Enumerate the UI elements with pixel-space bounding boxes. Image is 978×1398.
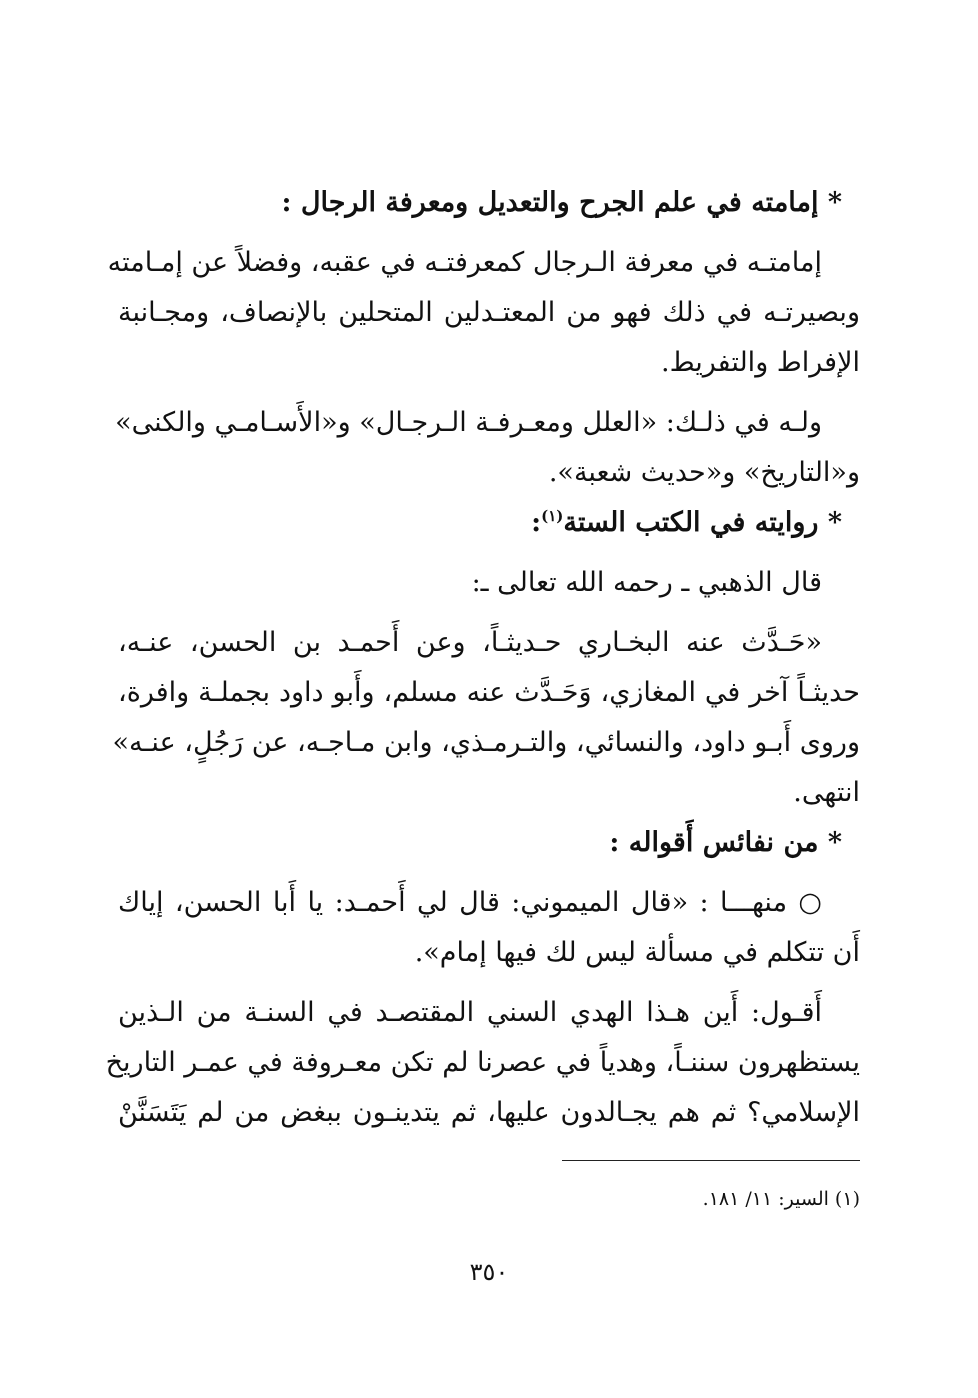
quote-line: وروى أَبـو داود، والنسائي، والتـرمـذي، وابن مـاجـه، عن رَجُلٍ، عنـه» xyxy=(112,727,860,758)
footnote: (١) السير: ١١/ ١٨١. xyxy=(702,1188,860,1210)
page-number: ٣٥٠ xyxy=(469,1258,509,1286)
section-heading-sayings: * من نفائس أَقواله : xyxy=(609,827,842,858)
heading-text: * روايته في الكتب الستة xyxy=(563,507,842,538)
quote-line: انتهى. xyxy=(793,777,860,808)
paragraph-line: ولـه في ذلـك: «العلل ومعـرفـة الـرجـال» و«الأَسـامـي والكنى» xyxy=(115,407,822,438)
paragraph-line: إمامتـه في معرفة الـرجال كمعرفتـه في عقبه، وفضلاً عن إمـامته xyxy=(107,247,822,278)
main-text xyxy=(105,178,860,1138)
quote-line: «حَـدَّث عنه البخـاري حـديثـاً، وعن أَحمـد بن الحسن، عنـه، xyxy=(118,627,822,658)
paragraph-line: الإسلامي؟ ثم هم يجـالدون عليها، ثم يتدينـون ببغض من لم يَتَسَنَّنْ xyxy=(118,1097,860,1128)
paragraph-line: و«التاريخ» و«حديث شعبة». xyxy=(548,457,860,488)
section-heading-imamate: * إمامته في علم الجرح والتعديل ومعرفة الرجال : xyxy=(281,187,842,218)
paragraph-line: ○ منهـــا : «قال الميموني: قال لي أَحمـد: يا أَبا الحسن، إياك xyxy=(118,887,822,918)
quote-line: حديثـاً آخر في المغازي، وَحَـدَّث عنه مسلم، وأَبو داود بجملـة وافرة، xyxy=(118,677,860,708)
paragraph-line: الإفراط والتفريط. xyxy=(661,347,860,378)
footnote-reference: (١) xyxy=(541,507,564,525)
paragraph-line: أَن تتكلم في مسألة ليس لك فيها إمام». xyxy=(414,937,860,968)
paragraph-line: أَقـول: أَين هـذا الهدي السني المقتصـد في السنـة من الـذين xyxy=(118,997,822,1028)
section-heading-narration xyxy=(118,498,860,548)
paragraph-line: قال الذهبي ـ رحمه الله تعالى ـ: xyxy=(471,567,822,598)
heading-colon: : xyxy=(531,507,542,538)
paragraph-line: وبصيرتـه في ذلك فهو من المعتـدلين المتحلين بالإنصاف، ومجـانبة xyxy=(118,297,860,328)
footnote-separator xyxy=(562,1160,860,1161)
paragraph-line: يستظهرون سننـاً، وهدياً في عصرنا لم تكن معـروفة في عمـر التاريخ xyxy=(105,1047,860,1078)
